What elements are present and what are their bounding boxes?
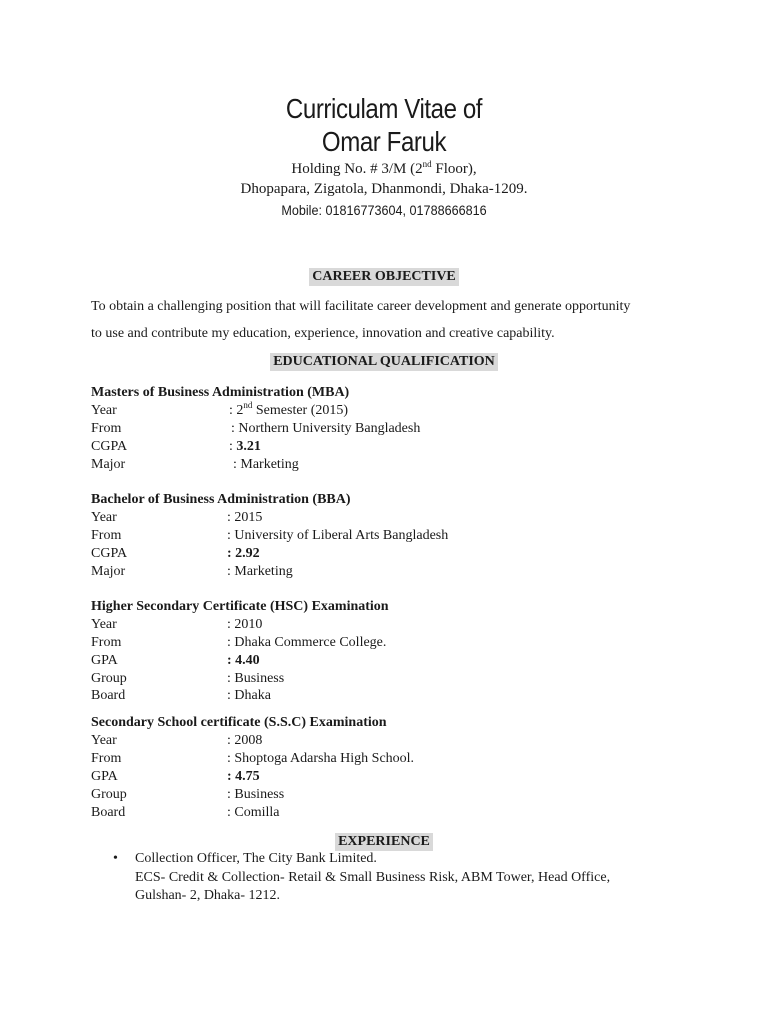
ssc-gpa-label: GPA xyxy=(91,769,118,784)
address-line1 xyxy=(0,161,768,178)
mba-year-value xyxy=(229,400,349,419)
career-objective-heading: CAREER OBJECTIVE xyxy=(309,268,459,286)
mba-from-label: From xyxy=(91,421,122,436)
bba-major-value: : Marketing xyxy=(227,564,293,579)
address-prefix: Holding No. # 3/M (2 xyxy=(291,161,423,177)
ssc-from-value: : Shoptoga Adarsha High School. xyxy=(227,751,415,766)
cv-title-name: Omar Faruk xyxy=(321,126,447,157)
ssc-gpa-value: : 4.75 xyxy=(227,769,260,784)
bba-year-value: : 2015 xyxy=(227,510,263,525)
hsc-board-label: Board xyxy=(91,688,126,703)
hsc-title: Higher Secondary Certificate (HSC) Examination xyxy=(91,599,389,614)
career-objective-line2: to use and contribute my education, experience, innovation and creative capability. xyxy=(91,326,555,341)
experience-line1: Collection Officer, The City Bank Limited. xyxy=(135,851,377,866)
ssc-board-value: : Comilla xyxy=(227,805,280,820)
hsc-from-value: : Dhaka Commerce College. xyxy=(227,635,387,650)
experience-heading: EXPERIENCE xyxy=(335,833,433,851)
address-superscript: nd xyxy=(422,159,432,169)
bba-year-label: Year xyxy=(91,510,117,525)
hsc-gpa-value: : 4.40 xyxy=(227,653,260,668)
bba-title: Bachelor of Business Administration (BBA) xyxy=(91,492,351,507)
mba-cgpa-colon: : xyxy=(229,439,237,454)
bba-cgpa-value: : 2.92 xyxy=(227,546,260,561)
hsc-group-label: Group xyxy=(91,671,127,686)
experience-line2: ECS- Credit & Collection- Retail & Small Business Risk, ABM Tower, Head Office, xyxy=(135,870,611,885)
hsc-board-value: : Dhaka xyxy=(227,688,271,703)
mba-cgpa-number: 3.21 xyxy=(236,439,261,454)
ssc-year-label: Year xyxy=(91,733,117,748)
career-objective-line1: To obtain a challenging position that will facilitate career development and generate opportunity xyxy=(91,299,631,314)
bullet-icon: • xyxy=(113,851,118,866)
ssc-group-label: Group xyxy=(91,787,127,802)
mba-major-value: : Marketing xyxy=(233,457,299,472)
hsc-year-value: : 2010 xyxy=(227,617,263,632)
mba-cgpa-value xyxy=(229,439,261,455)
ssc-year-value: : 2008 xyxy=(227,733,263,748)
mba-major-label: Major xyxy=(91,457,126,472)
ssc-group-value: : Business xyxy=(227,787,285,802)
mba-title: Masters of Business Administration (MBA) xyxy=(91,385,350,400)
career-objective-heading-row xyxy=(0,267,768,286)
mba-year-rest: Semester (2015) xyxy=(252,403,349,418)
bba-cgpa-label: CGPA xyxy=(91,546,128,561)
hsc-year-label: Year xyxy=(91,617,117,632)
address-suffix: Floor), xyxy=(431,161,477,177)
mba-year-number: : 2 xyxy=(229,403,244,418)
experience-line3: Gulshan- 2, Dhaka- 1212. xyxy=(135,888,281,903)
education-heading: EDUCATIONAL QUALIFICATION xyxy=(270,353,498,371)
hsc-group-value: : Business xyxy=(227,671,285,686)
ssc-title: Secondary School certificate (S.S.C) Examination xyxy=(91,715,387,730)
bba-from-value: : University of Liberal Arts Bangladesh xyxy=(227,528,449,543)
hsc-from-label: From xyxy=(91,635,122,650)
bba-from-label: From xyxy=(91,528,122,543)
education-heading-row xyxy=(0,352,768,371)
mba-from-value: : Northern University Bangladesh xyxy=(231,421,421,436)
mba-cgpa-label: CGPA xyxy=(91,439,128,454)
address-line2: Dhopapara, Zigatola, Dhanmondi, Dhaka-1209. xyxy=(240,181,528,197)
experience-heading-row xyxy=(0,832,768,851)
hsc-gpa-label: GPA xyxy=(91,653,118,668)
ssc-from-label: From xyxy=(91,751,122,766)
mobile-numbers: Mobile: 01816773604, 01788666816 xyxy=(281,202,487,218)
cv-title-line1: Curriculam Vitae of xyxy=(285,93,483,124)
ssc-board-label: Board xyxy=(91,805,126,820)
mba-year-superscript: nd xyxy=(243,400,253,410)
bba-major-label: Major xyxy=(91,564,126,579)
mba-year-label: Year xyxy=(91,403,117,418)
